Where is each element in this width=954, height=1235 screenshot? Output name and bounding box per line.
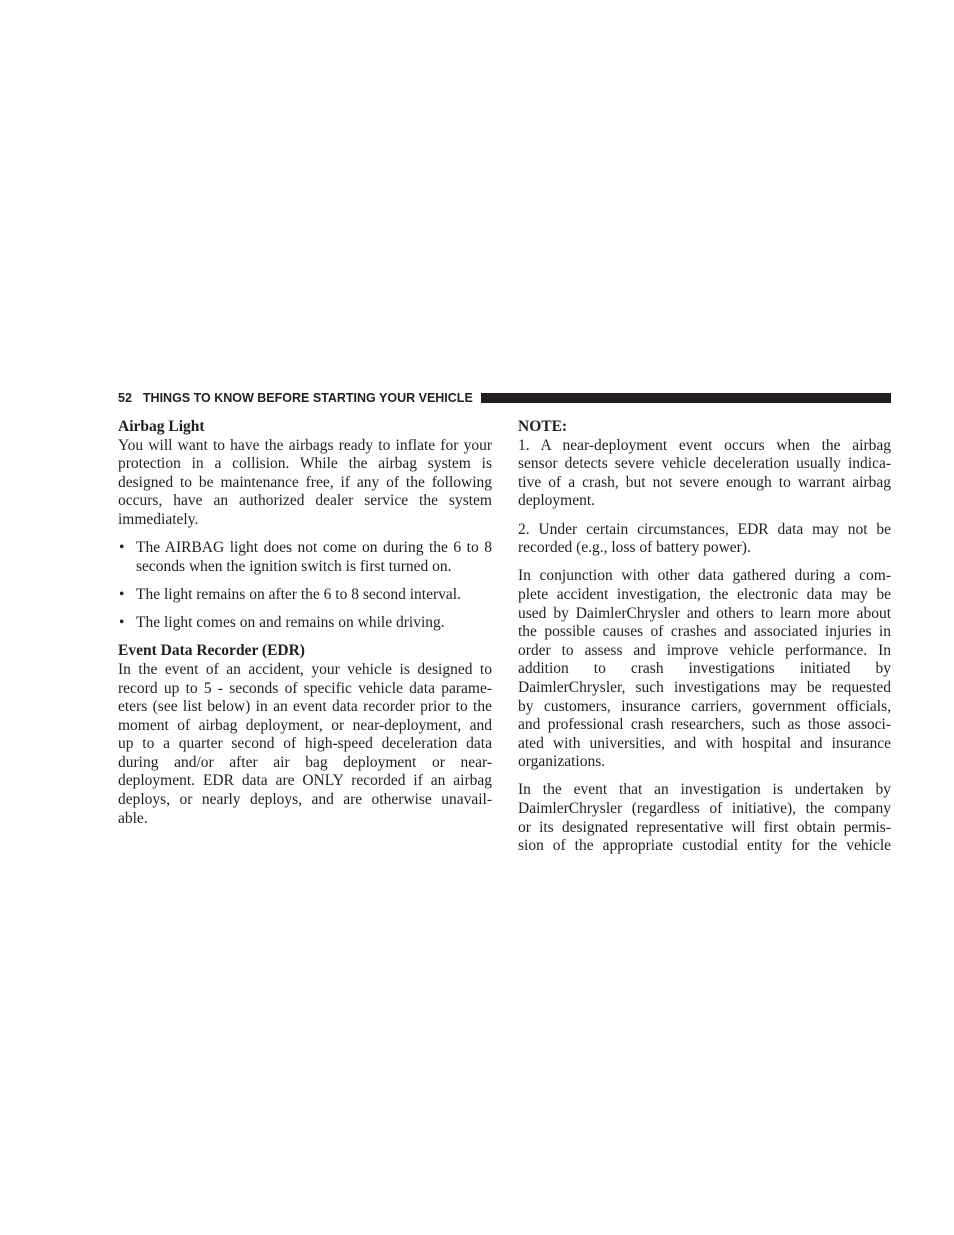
bullet-item [118, 614, 492, 633]
text-line: In the event that an investigation is undertaken by [518, 781, 891, 799]
text-line: occurs, have an authorized dealer service the system [118, 492, 492, 510]
left-column [118, 418, 492, 828]
note-item-1 [518, 437, 891, 511]
text-line: tive of a crash, but not severe enough to warrant airbag [518, 473, 891, 491]
text-line: able. [118, 809, 148, 827]
text-line: protection in a collision. While the airbag system is [118, 455, 492, 473]
airbag-light-section [118, 418, 492, 530]
edr-paragraph [118, 661, 492, 828]
text-line: the possible causes of crashes and associated injuries in [518, 623, 891, 641]
text-line: and professional crash researchers, such as those associ- [518, 716, 891, 734]
airbag-light-paragraph [118, 437, 492, 530]
text-line: You will want to have the airbags ready to inflate for your [118, 436, 492, 454]
bullet-item [118, 539, 492, 576]
text-line: immediately. [118, 510, 199, 528]
bullet-marker [119, 586, 124, 605]
text-line: up to a quarter second of high-speed deceleration data [118, 735, 492, 753]
text-line: organizations. [518, 753, 606, 771]
note-section [518, 418, 891, 511]
text-line: seconds when the ignition switch is first turned on. [136, 557, 452, 575]
text-line: used by DaimlerChrysler and others to learn more about [518, 604, 891, 622]
text-line: addition to crash investigations initiated by [518, 660, 891, 678]
text-line: moment of airbag deployment, or near-deployment, and [118, 716, 492, 734]
text-line: or its designated representative will first obtain permis- [518, 818, 891, 836]
text-line: plete accident investigation, the electronic data may be [518, 585, 891, 603]
text-line: deployment. [518, 492, 596, 510]
bullet-item [118, 586, 492, 605]
note-item-2 [518, 521, 891, 558]
right-column [518, 418, 891, 856]
text-line: designed to be maintenance free, if any of the following [118, 473, 492, 491]
bullet-marker [119, 539, 124, 558]
note-heading: NOTE: [518, 418, 568, 435]
edr-section [118, 642, 492, 828]
text-line: DaimlerChrysler, such investigations may be requested [518, 678, 891, 696]
data-usage-paragraph [518, 567, 891, 772]
text-line: The light comes on and remains on while driving. [136, 614, 445, 632]
text-line: 1. A near-deployment event occurs when the airbag [518, 436, 891, 454]
text-line: recorded (e.g., loss of battery power). [518, 539, 751, 557]
text-line: sion of the appropriate custodial entity for the vehicle [518, 837, 891, 855]
text-line: eters (see list below) in an event data recorder prior to the [118, 698, 492, 716]
text-line: 2. Under certain circumstances, EDR data may not be [518, 520, 891, 538]
section-title: THINGS TO KNOW BEFORE STARTING YOUR VEHICLE [142, 391, 473, 405]
text-line: record up to 5 - seconds of specific vehicle data parame- [118, 679, 492, 697]
airbag-light-heading: Airbag Light [118, 418, 205, 435]
text-line: ated with universities, and with hospital and insurance [518, 734, 891, 752]
text-line: order to assess and improve vehicle performance. In [518, 641, 891, 659]
text-line: during and/or after air bag deployment or near- [118, 753, 492, 771]
text-line: sensor detects severe vehicle deceleration usually indica- [518, 455, 891, 473]
text-line: In conjunction with other data gathered during a com- [518, 567, 891, 585]
text-line: In the event of an accident, your vehicle is designed to [118, 660, 492, 678]
text-line: by customers, insurance carriers, government officials, [518, 697, 891, 715]
header-rule [481, 393, 891, 403]
text-line: DaimlerChrysler (regardless of initiative), the company [518, 800, 891, 818]
page-header [118, 391, 891, 405]
text-line: The light remains on after the 6 to 8 second interval. [136, 585, 461, 603]
text-line: deployment. EDR data are ONLY recorded if an airbag [118, 772, 492, 790]
text-line: The AIRBAG light does not come on during the 6 to 8 [136, 539, 492, 557]
investigation-paragraph [518, 781, 891, 855]
bullet-marker [119, 614, 124, 633]
edr-heading: Event Data Recorder (EDR) [118, 642, 305, 660]
text-line: deploys, or nearly deploys, and are otherwise unavail- [118, 791, 492, 809]
page-number: 52 [118, 391, 132, 405]
